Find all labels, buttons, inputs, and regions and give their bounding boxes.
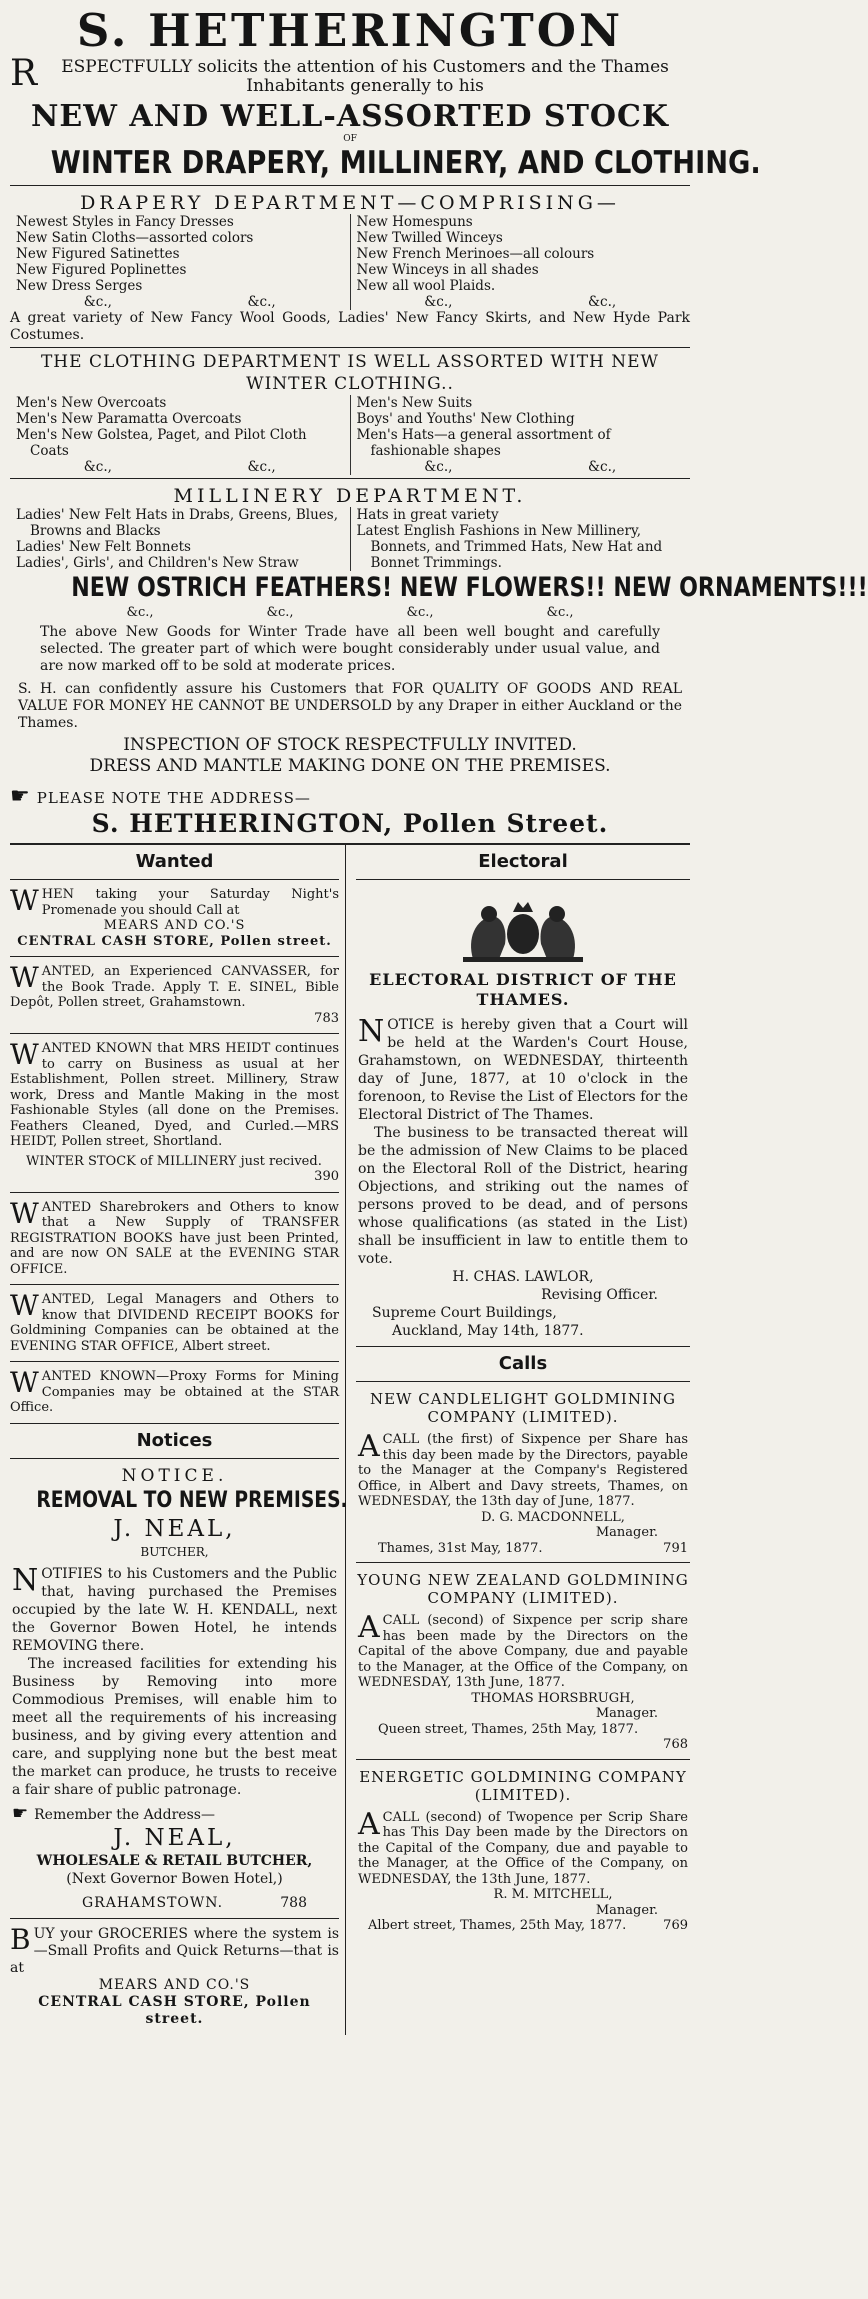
- drop-cap: W: [10, 1196, 39, 1230]
- ad-text: UY your GROCERIES where the system is—Small Profits and Quick Returns—that is at: [10, 1925, 339, 1976]
- wanted-ad-6: [10, 1362, 339, 1424]
- ad-text: ANTED KNOWN that MRS HEIDT continues to carry on Business as usual at her Establishment, Pollen street. Millinery, Straw work, Dress and Mantle Making in the most Fashionable Styles (all done on the Premises. Feathers Cleaned, Dyed, and Curled.—MRS HEIDT, Pollen street, Shortland.: [10, 1041, 339, 1149]
- winter-heading: WINTER DRAPERY, MILLINERY, AND CLOTHING.: [50, 145, 761, 181]
- buy-ad: [10, 1918, 339, 2035]
- signer: D. G. MACDONNELL,: [481, 1509, 625, 1525]
- list-item: Latest English Fashions in New Millinery, Bonnets, and Trimmed Hats, New Hat and Bonnet Trimmings.: [356, 523, 663, 571]
- signer-role: Revising Officer.: [541, 1287, 658, 1303]
- ad-line: CENTRAL CASH STORE, Pollen street.: [17, 933, 332, 949]
- drapery-footer: A great variety of New Fancy Wool Goods, Ladies' New Fancy Skirts, and New Hyde Park Costumes.: [10, 310, 690, 343]
- etc-row: [16, 459, 344, 475]
- left-column: [10, 845, 346, 2035]
- inspection-line: INSPECTION OF STOCK RESPECTFULLY INVITED.: [123, 735, 577, 755]
- call-text: CALL (second) of Sixpence per scrip share has been made by the Directors on the Capital of the above Company, due and payable to the Manager, at the Office of the Company, on WEDNESDAY, 13th June, 1877.: [358, 1613, 688, 1690]
- wholesale-line: WHOLESALE & RETAIL BUTCHER,: [36, 1852, 313, 1869]
- etc: &c.,: [588, 294, 617, 310]
- ad-intro: [10, 53, 690, 96]
- millinery-heading: MILLINERY DEPARTMENT.: [173, 485, 527, 507]
- list-item: New French Merinoes—all colours: [356, 246, 595, 262]
- notice-body: OTIFIES to his Customers and the Public that, having purchased the Premises occupied by the late W. H. KENDALL, next the Governor Bowen Hotel, he intends REMOVING there.: [12, 1565, 337, 1654]
- call-ad-2: [356, 1563, 690, 1760]
- hetherington-ad: [10, 0, 868, 839]
- intro-text: ESPECTFULLY solicits the attention of his Customers and the Thames Inhabitants generally to his: [61, 57, 669, 96]
- drop-cap: A: [358, 1429, 380, 1464]
- closing-para-1: The above New Goods for Winter Trade have all been well bought and carefully selected. The greater part of which were bought considerably under usual value, and are now marked off to be sold at moderate prices.: [40, 624, 660, 674]
- right-column: [346, 845, 690, 2035]
- wanted-heading: Wanted: [10, 845, 339, 880]
- remember-text: Remember the Address—: [34, 1806, 215, 1823]
- calls-heading: Calls: [356, 1346, 690, 1382]
- electoral-heading: Electoral: [356, 845, 690, 880]
- drop-cap: W: [10, 1289, 39, 1322]
- list-item: Hats in great variety: [356, 507, 499, 523]
- wanted-ad-3: [10, 1034, 339, 1193]
- ad-line: CENTRAL CASH STORE, Pollen street.: [38, 1993, 311, 2027]
- ad-line: MEARS AND CO.'S: [103, 918, 246, 933]
- drapery-right: [351, 214, 691, 310]
- divider: [10, 478, 690, 479]
- clothing-right: [351, 395, 691, 475]
- list-item: New Figured Poplinettes: [16, 262, 187, 278]
- drop-cap: N: [12, 1562, 39, 1598]
- ad-text: ANTED KNOWN—Proxy Forms for Mining Companies may be obtained at the STAR Office.: [10, 1369, 339, 1415]
- signer: THOMAS HORSBRUGH,: [471, 1690, 635, 1706]
- drapery-heading: DRAPERY DEPARTMENT—COMPRISING—: [80, 192, 620, 214]
- ad-number: 788: [280, 1894, 307, 1911]
- list-item: Newest Styles in Fancy Dresses: [16, 214, 234, 230]
- note-text: PLEASE NOTE THE ADDRESS—: [36, 789, 311, 807]
- ad-line: MEARS AND CO.'S: [98, 1976, 251, 1993]
- closing-para-2: S. H. can confidently assure his Customers that FOR QUALITY OF GOODS AND REAL VALUE FOR MONEY HE CANNOT BE UNDERSOLD by any Draper in either Auckland or the Thames.: [18, 681, 682, 731]
- ad-text: ANTED, Legal Managers and Others to know that DIVIDEND RECEIPT BOOKS for Goldmining Companies can be obtained at the EVENING STAR OFFICE, Albert street.: [10, 1292, 339, 1354]
- drapery-list: [10, 214, 690, 310]
- note-line: [10, 784, 690, 809]
- call-ad-1: [356, 1382, 690, 1563]
- royal-crest-icon: [356, 894, 690, 964]
- call-body: [356, 1607, 690, 1759]
- pointing-hand-icon: ☛: [12, 1802, 29, 1824]
- etc-row: [16, 294, 344, 310]
- neal-name: J. NEAL,: [113, 1824, 236, 1851]
- call-body: [356, 1804, 690, 1940]
- list-item: Ladies' New Felt Bonnets: [16, 539, 191, 555]
- list-item: Men's New Suits: [356, 395, 473, 411]
- millinery-right: [351, 507, 691, 571]
- ad-title: S. HETHERINGTON: [76, 4, 624, 57]
- drop-cap: W: [10, 884, 39, 917]
- etc: &c.,: [83, 459, 112, 475]
- divider: [10, 347, 690, 348]
- list-item: New Dress Serges: [16, 278, 143, 294]
- etc: &c.,: [424, 294, 453, 310]
- call-text: CALL (the first) of Sixpence per Share has this day been made by the Directors, payable to the Manager at the Company's Registered Office, in Albert and Davy streets, Thames, on WEDNESDAY, the 13th day of June, 1877.: [358, 1432, 688, 1509]
- list-item: Men's New Overcoats: [16, 395, 167, 411]
- dress-line: DRESS AND MANTLE MAKING DONE ON THE PREMISES.: [89, 756, 611, 776]
- ad-text: ANTED Sharebrokers and Others to know that a New Supply of TRANSFER REGISTRATION BOOKS have just been Printed, and are now ON SALE at the EVENING STAR OFFICE.: [10, 1199, 339, 1277]
- electoral-title: ELECTORAL DISTRICT OF THE THAMES.: [369, 970, 677, 1009]
- stock-heading: NEW AND WELL-ASSORTED STOCK: [31, 99, 669, 134]
- neal-name: J. NEAL,: [113, 1515, 236, 1542]
- wanted-ad-5: [10, 1285, 339, 1362]
- ad-number: 791: [663, 1540, 688, 1556]
- etc: &c.,: [247, 459, 276, 475]
- etc: &c.,: [406, 605, 434, 620]
- ostrich-banner: NEW OSTRICH FEATHERS! NEW FLOWERS!! NEW ORNAMENTS!!!: [71, 572, 868, 603]
- list-item: Ladies' New Felt Hats in Drabs, Greens, Blues, Browns and Blacks: [16, 507, 339, 539]
- call-title: YOUNG NEW ZEALAND GOLDMINING COMPANY (LIMITED).: [357, 1571, 689, 1607]
- drop-cap: W: [10, 1038, 39, 1071]
- etc: &c.,: [588, 459, 617, 475]
- etc-row: [357, 294, 685, 310]
- ad-number: 390: [314, 1169, 339, 1184]
- notice-title: NOTICE.: [121, 1465, 228, 1486]
- notice-body-2: The increased facilities for extending his Business by Removing into more Commodious Premises, will enable him to meet all the requirements of his increasing business, and by giving every attention and care, and supplying none but the best meat the market can produce, he trusts to receive a fair share of public patronage.: [12, 1655, 337, 1798]
- etc: &c.,: [126, 605, 154, 620]
- ad-line: WINTER STOCK of MILLINERY just recived.: [26, 1153, 322, 1169]
- signer-role: Manager.: [595, 1525, 658, 1540]
- clothing-heading: THE CLOTHING DEPARTMENT IS WELL ASSORTED WITH NEW WINTER CLOTHING..: [40, 352, 660, 394]
- address-line: S. HETHERINGTON, Pollen Street.: [91, 809, 609, 838]
- drop-cap: W: [10, 1366, 39, 1399]
- drop-cap: W: [10, 961, 39, 994]
- divider: [10, 185, 690, 186]
- call-footer: [358, 1918, 688, 1934]
- millinery-list: [10, 507, 690, 571]
- ad-number: 783: [314, 1010, 339, 1026]
- etc: &c.,: [83, 294, 112, 310]
- of-label: OF: [343, 134, 357, 144]
- list-item: New Winceys in all shades: [356, 262, 539, 278]
- list-item: New Figured Satinettes: [16, 246, 180, 262]
- list-item: New Twilled Winceys: [356, 230, 503, 246]
- near-line: (Next Governor Bowen Hotel,): [66, 1870, 283, 1887]
- ad-number: 769: [663, 1918, 688, 1933]
- neal-notice: [10, 1459, 348, 1918]
- list-item: New all wool Plaids.: [356, 278, 496, 294]
- call-text: CALL (second) of Twopence per Scrip Share has This Day been made by the Directors on the Capital of the Company, due and payable to the Manager, at the Office of the Company, on WEDNESDAY, the 13th June, 1877.: [358, 1809, 688, 1887]
- list-item: Men's New Paramatta Overcoats: [16, 411, 242, 427]
- call-footer: [358, 1541, 688, 1557]
- electoral-body: OTICE is hereby given that a Court will be held at the Warden's Court House, Grahamstown, on WEDNESDAY, thirteenth day of June, 1877, at 10 o'clock in the forenoon, to Revise the List of Electors for the Electoral District of The Thames.: [358, 1017, 688, 1123]
- list-item: New Homespuns: [356, 214, 473, 230]
- signer-role: Manager.: [595, 1706, 658, 1721]
- signer: H. CHAS. LAWLOR,: [452, 1269, 594, 1285]
- list-item: New Satin Cloths—assorted colors: [16, 230, 254, 246]
- date: Auckland, May 14th, 1877.: [392, 1323, 584, 1339]
- ad-text: HEN taking your Saturday Night's Promenade you should Call at: [41, 887, 339, 918]
- etc: &c.,: [247, 294, 276, 310]
- electoral-body-2: The business to be transacted thereat will be the admission of New Claims to be placed on the Electoral Roll of the District, hearing Objections, and striking out the names of persons proved to be dead, and of persons whose qualifications (as stated in the List) shall be insufficient in law to entitle them to vote.: [358, 1125, 688, 1267]
- date: Thames, 31st May, 1877.: [378, 1540, 543, 1556]
- call-title: ENERGETIC GOLDMINING COMPANY (LIMITED).: [359, 1767, 687, 1804]
- date: Albert street, Thames, 25th May, 1877.: [368, 1918, 627, 1933]
- wanted-ad-4: [10, 1193, 339, 1286]
- wanted-ad-2: [10, 957, 339, 1034]
- town-row: [12, 1888, 337, 1912]
- millinery-left: [10, 507, 351, 571]
- call-title: NEW CANDLELIGHT GOLDMINING COMPANY (LIMITED).: [369, 1390, 677, 1426]
- clothing-left: [10, 395, 351, 475]
- drop-cap: N: [358, 1014, 385, 1049]
- drop-cap: R: [10, 53, 38, 94]
- pointing-hand-icon: ☛: [10, 784, 31, 809]
- removal-heading: REMOVAL TO NEW PREMISES.: [36, 1487, 348, 1513]
- ad-number: 768: [663, 1737, 688, 1752]
- list-item: Ladies', Girls', and Children's New Straw: [16, 555, 299, 571]
- clothing-list: [10, 395, 690, 475]
- wanted-ad-1: [10, 880, 339, 957]
- etc: &c.,: [546, 605, 574, 620]
- call-ad-3: [356, 1760, 690, 1940]
- drop-cap: A: [358, 1806, 380, 1842]
- electoral-notice: [356, 1010, 690, 1346]
- drapery-left: [10, 214, 351, 310]
- classified-columns: [10, 843, 690, 2035]
- place: Supreme Court Buildings,: [372, 1305, 557, 1321]
- etc-row: [10, 605, 690, 620]
- drop-cap: B: [10, 1922, 31, 1956]
- drop-cap: A: [358, 1610, 380, 1645]
- etc: &c.,: [424, 459, 453, 475]
- notices-heading: Notices: [10, 1424, 339, 1459]
- list-item: Boys' and Youths' New Clothing: [356, 411, 575, 427]
- list-item: Men's New Golstea, Paget, and Pilot Cloth Coats: [16, 427, 307, 459]
- list-item: Men's Hats—a general assortment of fashionable shapes: [356, 427, 611, 459]
- date: Queen street, Thames, 25th May, 1877.: [378, 1721, 639, 1737]
- signer: R. M. MITCHELL,: [493, 1887, 613, 1902]
- neal-trade: BUTCHER,: [140, 1544, 209, 1559]
- ad-text: ANTED, an Experienced CANVASSER, for the Book Trade. Apply T. E. SINEL, Bible Depôt, Pollen street, Grahamstown.: [10, 964, 339, 1010]
- etc-row: [357, 459, 685, 475]
- call-body: [356, 1426, 690, 1562]
- signer-role: Manager.: [595, 1902, 658, 1918]
- town: GRAHAMSTOWN.: [82, 1894, 224, 1911]
- etc: &c.,: [266, 605, 294, 620]
